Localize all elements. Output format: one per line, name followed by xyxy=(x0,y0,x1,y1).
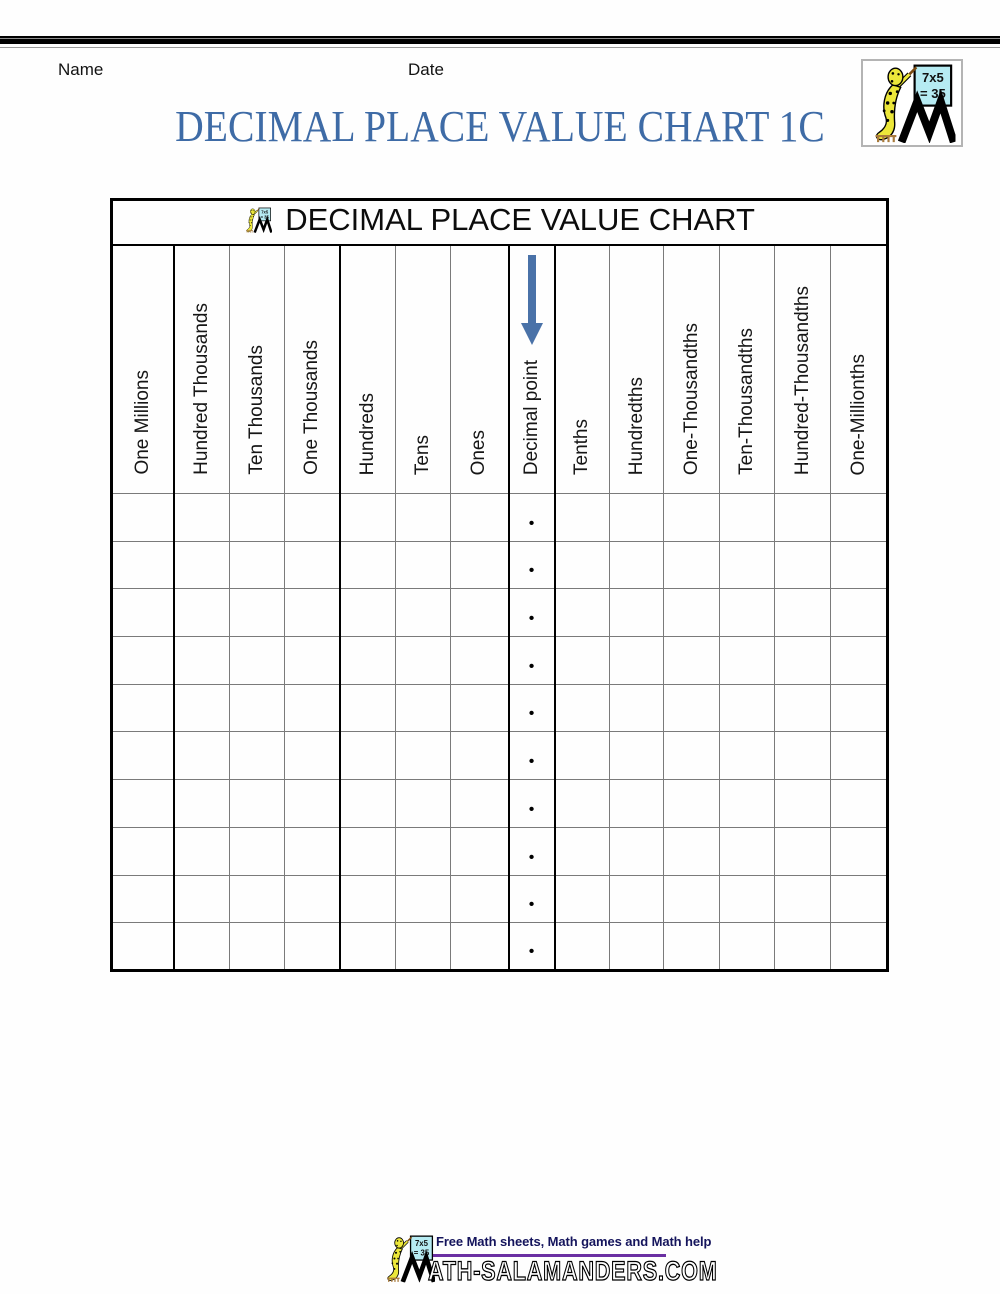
cell-row7-hundredths xyxy=(610,780,664,828)
cell-row5-ones xyxy=(451,684,509,732)
cell-row9-one-millions xyxy=(112,875,174,923)
cell-row9-hundred-thousandths xyxy=(775,875,831,923)
cell-row2-tens xyxy=(396,541,451,589)
cell-row3-one-millions xyxy=(112,589,174,637)
footer-site-name: ATH-SALAMANDERS.COM xyxy=(428,1256,718,1286)
cell-row7-tens xyxy=(396,780,451,828)
cell-row1-one-thousandths xyxy=(664,494,720,542)
table-title-cell xyxy=(112,200,888,245)
column-header-decimal-point xyxy=(509,245,555,494)
cell-row3-hundred-thousands xyxy=(174,589,230,637)
cell-row4-ones xyxy=(451,637,509,685)
cell-row9-ten-thousands xyxy=(230,875,285,923)
cell-row2-decimal-point: • xyxy=(509,541,555,589)
cell-row10-ten-thousandths xyxy=(720,923,775,971)
table-row xyxy=(112,637,888,685)
cell-row3-tenths xyxy=(555,589,610,637)
cell-row8-one-millions xyxy=(112,827,174,875)
cell-row9-hundreds xyxy=(340,875,396,923)
column-header-ten-thousands xyxy=(230,245,285,494)
cell-row2-one-thousands xyxy=(285,541,340,589)
table-row xyxy=(112,923,888,971)
place-value-chart-table xyxy=(110,198,889,972)
cell-row1-ones xyxy=(451,494,509,542)
top-divider-highlight xyxy=(0,38,1000,39)
cell-row8-tenths xyxy=(555,827,610,875)
cell-row3-hundred-thousandths xyxy=(775,589,831,637)
cell-row4-hundred-thousandths xyxy=(775,637,831,685)
cell-row2-tenths xyxy=(555,541,610,589)
cell-row9-hundredths xyxy=(610,875,664,923)
table-row xyxy=(112,875,888,923)
cell-row3-hundredths xyxy=(610,589,664,637)
column-header-one-millions xyxy=(112,245,174,494)
cell-row9-one-millionths xyxy=(831,875,888,923)
cell-row3-one-thousandths xyxy=(664,589,720,637)
page-title: DECIMAL PLACE VALUE CHART 1C xyxy=(175,102,825,151)
date-label: Date xyxy=(408,60,444,79)
cell-row7-hundreds xyxy=(340,780,396,828)
table-title-wrap xyxy=(244,202,755,238)
cell-row6-hundred-thousands xyxy=(174,732,230,780)
cell-row8-hundred-thousands xyxy=(174,827,230,875)
cell-row1-hundreds xyxy=(340,494,396,542)
column-header-hundred-thousands xyxy=(174,245,230,494)
cell-row8-ones xyxy=(451,827,509,875)
cell-row9-decimal-point: • xyxy=(509,875,555,923)
cell-row9-tenths xyxy=(555,875,610,923)
cell-row4-one-thousandths xyxy=(664,637,720,685)
cell-row6-hundredths xyxy=(610,732,664,780)
cell-row5-one-thousandths xyxy=(664,684,720,732)
cell-row10-hundred-thousandths xyxy=(775,923,831,971)
cell-row8-one-millionths xyxy=(831,827,888,875)
column-label: One-Thousandths xyxy=(680,322,702,475)
cell-row4-tens xyxy=(396,637,451,685)
cell-row5-ten-thousands xyxy=(230,684,285,732)
table-title-row xyxy=(112,200,888,245)
cell-row10-hundredths xyxy=(610,923,664,971)
column-label: Ten Thousands xyxy=(246,345,268,475)
cell-row5-one-millions xyxy=(112,684,174,732)
column-label: Hundred-Thousandths xyxy=(791,285,813,475)
cell-row2-hundredths xyxy=(610,541,664,589)
cell-row10-one-thousandths xyxy=(664,923,720,971)
cell-row5-tenths xyxy=(555,684,610,732)
cell-row3-tens xyxy=(396,589,451,637)
cell-row10-one-millions xyxy=(112,923,174,971)
cell-row1-tens xyxy=(396,494,451,542)
cell-row7-one-thousandths xyxy=(664,780,720,828)
cell-row4-one-millions xyxy=(112,637,174,685)
cell-row6-one-thousands xyxy=(285,732,340,780)
cell-row4-hundred-thousands xyxy=(174,637,230,685)
column-label: Tenths xyxy=(571,419,593,475)
cell-row6-hundreds xyxy=(340,732,396,780)
cell-row1-ten-thousandths xyxy=(720,494,775,542)
cell-row2-hundreds xyxy=(340,541,396,589)
cell-row3-ten-thousandths xyxy=(720,589,775,637)
cell-row7-decimal-point: • xyxy=(509,780,555,828)
salamander-chalkboard-icon xyxy=(244,203,272,237)
cell-row7-one-millionths xyxy=(831,780,888,828)
column-label: One Thousands xyxy=(300,340,322,475)
cell-row4-hundreds xyxy=(340,637,396,685)
column-header-row xyxy=(112,245,888,494)
cell-row7-ten-thousandths xyxy=(720,780,775,828)
cell-row7-tenths xyxy=(555,780,610,828)
cell-row6-hundred-thousandths xyxy=(775,732,831,780)
cell-row10-one-thousands xyxy=(285,923,340,971)
cell-row4-ten-thousandths xyxy=(720,637,775,685)
cell-row5-hundred-thousands xyxy=(174,684,230,732)
table-row xyxy=(112,541,888,589)
footer-tagline: Free Math sheets, Math games and Math help xyxy=(436,1234,712,1249)
cell-row6-ten-thousandths xyxy=(720,732,775,780)
cell-row7-one-millions xyxy=(112,780,174,828)
cell-row8-hundredths xyxy=(610,827,664,875)
column-label: One Millions xyxy=(131,370,153,475)
cell-row10-one-millionths xyxy=(831,923,888,971)
cell-row10-tens xyxy=(396,923,451,971)
cell-row3-ten-thousands xyxy=(230,589,285,637)
column-header-ten-thousandths xyxy=(720,245,775,494)
cell-row7-ten-thousands xyxy=(230,780,285,828)
cell-row4-tenths xyxy=(555,637,610,685)
cell-row3-hundreds xyxy=(340,589,396,637)
cell-row5-one-millionths xyxy=(831,684,888,732)
cell-row7-hundred-thousandths xyxy=(775,780,831,828)
cell-row6-ten-thousands xyxy=(230,732,285,780)
cell-row2-ones xyxy=(451,541,509,589)
top-divider-thin-line xyxy=(0,47,1000,48)
cell-row6-ones xyxy=(451,732,509,780)
cell-row5-tens xyxy=(396,684,451,732)
cell-row10-tenths xyxy=(555,923,610,971)
cell-row9-ten-thousandths xyxy=(720,875,775,923)
table-title: DECIMAL PLACE VALUE CHART xyxy=(285,202,755,238)
cell-row6-one-millionths xyxy=(831,732,888,780)
cell-row5-ten-thousandths xyxy=(720,684,775,732)
cell-row8-decimal-point: • xyxy=(509,827,555,875)
decimal-point-arrow-icon xyxy=(521,255,543,345)
column-header-hundred-thousandths xyxy=(775,245,831,494)
cell-row7-hundred-thousands xyxy=(174,780,230,828)
cell-row8-one-thousands xyxy=(285,827,340,875)
column-header-one-thousands xyxy=(285,245,340,494)
cell-row10-decimal-point: • xyxy=(509,923,555,971)
cell-row8-ten-thousandths xyxy=(720,827,775,875)
column-label: Tens xyxy=(412,434,434,475)
cell-row10-hundred-thousands xyxy=(174,923,230,971)
cell-row1-ten-thousands xyxy=(230,494,285,542)
cell-row6-tens xyxy=(396,732,451,780)
cell-row2-one-millionths xyxy=(831,541,888,589)
cell-row3-one-millionths xyxy=(831,589,888,637)
column-label: Ones xyxy=(468,429,490,475)
cell-row2-one-thousandths xyxy=(664,541,720,589)
column-label: Ten-Thousandths xyxy=(736,328,758,475)
column-label: Decimal point xyxy=(520,359,542,475)
cell-row8-hundreds xyxy=(340,827,396,875)
column-label: Hundredths xyxy=(625,376,647,475)
column-header-one-thousandths xyxy=(664,245,720,494)
cell-row10-hundreds xyxy=(340,923,396,971)
cell-row2-ten-thousands xyxy=(230,541,285,589)
cell-row1-tenths xyxy=(555,494,610,542)
cell-row5-hundredths xyxy=(610,684,664,732)
table-row xyxy=(112,732,888,780)
cell-row8-one-thousandths xyxy=(664,827,720,875)
cell-row9-tens xyxy=(396,875,451,923)
cell-row7-ones xyxy=(451,780,509,828)
cell-row3-one-thousands xyxy=(285,589,340,637)
cell-row1-hundredths xyxy=(610,494,664,542)
cell-row9-hundred-thousands xyxy=(174,875,230,923)
cell-row6-decimal-point: • xyxy=(509,732,555,780)
cell-row7-one-thousands xyxy=(285,780,340,828)
cell-row10-ones xyxy=(451,923,509,971)
cell-row4-ten-thousands xyxy=(230,637,285,685)
cell-row9-one-thousandths xyxy=(664,875,720,923)
cell-row9-ones xyxy=(451,875,509,923)
cell-row1-one-thousands xyxy=(285,494,340,542)
cell-row8-ten-thousands xyxy=(230,827,285,875)
cell-row4-hundredths xyxy=(610,637,664,685)
cell-row9-one-thousands xyxy=(285,875,340,923)
cell-row5-decimal-point: • xyxy=(509,684,555,732)
column-header-hundreds xyxy=(340,245,396,494)
table-row xyxy=(112,684,888,732)
column-header-tenths xyxy=(555,245,610,494)
name-label: Name xyxy=(58,60,104,79)
cell-row1-hundred-thousandths xyxy=(775,494,831,542)
cell-row5-one-thousands xyxy=(285,684,340,732)
cell-row3-decimal-point: • xyxy=(509,589,555,637)
cell-row4-one-millionths xyxy=(831,637,888,685)
cell-row1-hundred-thousands xyxy=(174,494,230,542)
cell-row4-one-thousands xyxy=(285,637,340,685)
column-label: Hundreds xyxy=(356,392,378,475)
cell-row8-hundred-thousandths xyxy=(775,827,831,875)
column-header-hundredths xyxy=(610,245,664,494)
cell-row8-tens xyxy=(396,827,451,875)
column-header-tens xyxy=(396,245,451,494)
cell-row6-one-millions xyxy=(112,732,174,780)
cell-row2-ten-thousandths xyxy=(720,541,775,589)
cell-row2-one-millions xyxy=(112,541,174,589)
column-header-one-millionths xyxy=(831,245,888,494)
cell-row1-one-millionths xyxy=(831,494,888,542)
table-row xyxy=(112,780,888,828)
cell-row1-decimal-point: • xyxy=(509,494,555,542)
cell-row6-tenths xyxy=(555,732,610,780)
table-row xyxy=(112,589,888,637)
cell-row4-decimal-point: • xyxy=(509,637,555,685)
cell-row5-hundreds xyxy=(340,684,396,732)
cell-row2-hundred-thousands xyxy=(174,541,230,589)
cell-row3-ones xyxy=(451,589,509,637)
cell-row10-ten-thousands xyxy=(230,923,285,971)
cell-row2-hundred-thousandths xyxy=(775,541,831,589)
column-label: One-Millionths xyxy=(847,353,869,475)
cell-row6-one-thousandths xyxy=(664,732,720,780)
cell-row1-one-millions xyxy=(112,494,174,542)
column-label: Hundred Thousands xyxy=(190,303,212,475)
table-row xyxy=(112,827,888,875)
column-header-ones xyxy=(451,245,509,494)
cell-row5-hundred-thousandths xyxy=(775,684,831,732)
table-row xyxy=(112,494,888,542)
